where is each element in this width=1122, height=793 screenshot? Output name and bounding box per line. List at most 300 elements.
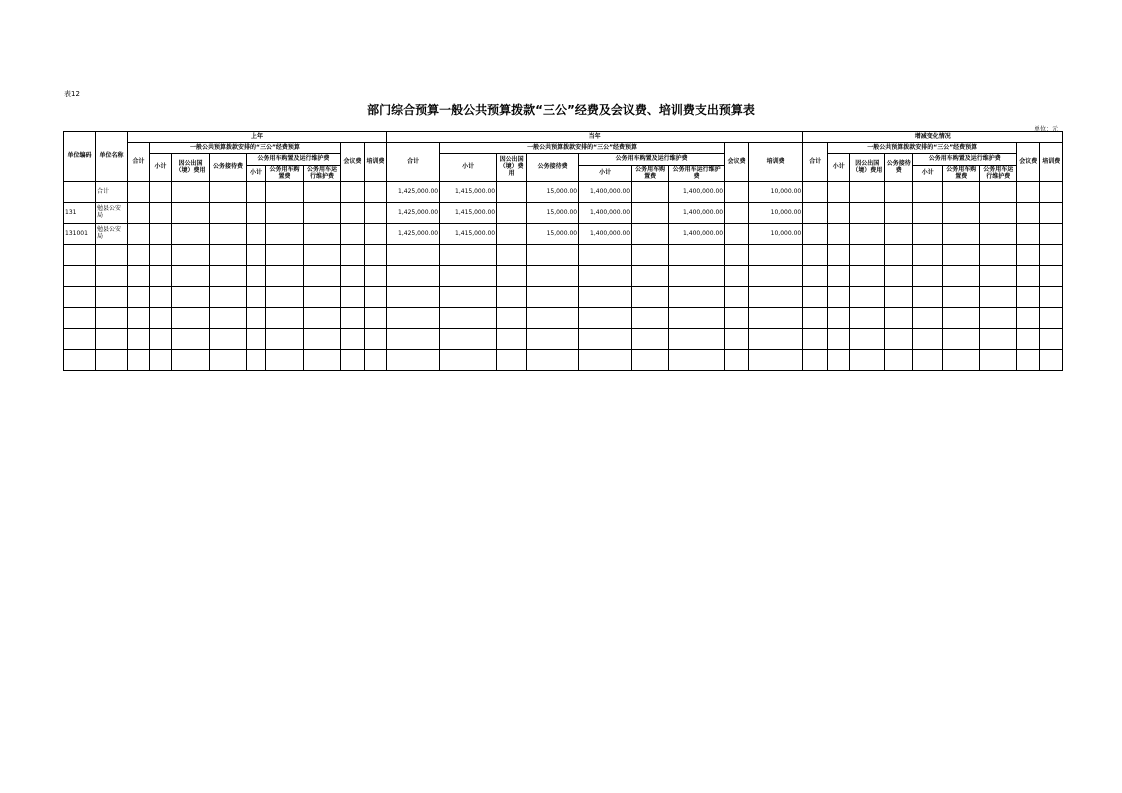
- header-prev-reception: 公务接待费: [210, 154, 247, 182]
- table-row: [64, 203, 1063, 224]
- table-cell: [980, 245, 1017, 266]
- table-cell: [725, 182, 749, 203]
- table-cell: [387, 350, 440, 371]
- table-cell: [128, 245, 150, 266]
- table-cell: [803, 329, 828, 350]
- cell-name: 勉县公安局: [96, 203, 128, 224]
- table-cell: [128, 308, 150, 329]
- table-cell: [527, 308, 579, 329]
- table-cell: [749, 245, 803, 266]
- table-cell: [527, 266, 579, 287]
- table-cell: [210, 182, 247, 203]
- table-cell: [885, 203, 913, 224]
- cell-curr-vehicle-subtotal: 1,400,000.00: [579, 182, 632, 203]
- table-cell: [913, 329, 943, 350]
- table-cell: [1040, 350, 1063, 371]
- table-cell: [266, 245, 304, 266]
- table-cell: [913, 287, 943, 308]
- table-cell: [749, 287, 803, 308]
- table-cell: [1040, 329, 1063, 350]
- header-curr-sangong: 一般公共预算拨款安排的“三公”经费预算: [440, 143, 725, 154]
- cell-curr-training: 10,000.00: [749, 182, 803, 203]
- header-change-vehicle-operation: 公务用车运行维护费: [980, 166, 1017, 182]
- table-cell: [749, 329, 803, 350]
- table-cell: [632, 266, 669, 287]
- cell-curr-reception: 15,000.00: [527, 224, 579, 245]
- table-cell: [440, 350, 497, 371]
- table-cell: [943, 224, 980, 245]
- table-cell: [579, 350, 632, 371]
- table-cell: [247, 350, 266, 371]
- header-curr-vehicle-purchase: 公务用车购置费: [632, 166, 669, 182]
- table-cell: [172, 287, 210, 308]
- table-cell: [943, 308, 980, 329]
- table-cell: [64, 329, 96, 350]
- table-cell: [725, 203, 749, 224]
- cell-curr-reception: 15,000.00: [527, 203, 579, 224]
- table-cell: [150, 308, 172, 329]
- table-cell: [304, 308, 341, 329]
- table-cell: [210, 308, 247, 329]
- table-cell: [980, 203, 1017, 224]
- table-cell: [128, 266, 150, 287]
- table-cell: [1017, 182, 1040, 203]
- header-prev-year: 上年: [128, 132, 387, 143]
- table-cell: [150, 245, 172, 266]
- table-cell: [266, 182, 304, 203]
- cell-curr-total: 1,425,000.00: [387, 182, 440, 203]
- table-header: [64, 132, 1063, 182]
- table-cell: [365, 224, 387, 245]
- table-cell: [1017, 308, 1040, 329]
- table-cell: [913, 182, 943, 203]
- table-cell: [341, 329, 365, 350]
- header-change-training: 培训费: [1040, 143, 1063, 182]
- table-cell: [266, 329, 304, 350]
- table-cell: [64, 350, 96, 371]
- table-cell: [387, 245, 440, 266]
- table-cell: [579, 329, 632, 350]
- table-cell: [850, 224, 885, 245]
- table-cell: [1040, 182, 1063, 203]
- table-cell: [828, 182, 850, 203]
- table-cell: [304, 350, 341, 371]
- cell-curr-vehicle-subtotal: 1,400,000.00: [579, 224, 632, 245]
- table-cell: [669, 266, 725, 287]
- table-cell: [387, 287, 440, 308]
- header-change-total: 合计: [803, 143, 828, 182]
- table-cell: [828, 245, 850, 266]
- cell-curr-training: 10,000.00: [749, 224, 803, 245]
- table-cell: [725, 329, 749, 350]
- table-cell: [440, 308, 497, 329]
- table-cell: [64, 245, 96, 266]
- table-cell: [128, 287, 150, 308]
- table-cell: [172, 266, 210, 287]
- table-cell: [579, 245, 632, 266]
- table-cell: [150, 266, 172, 287]
- table-cell: [128, 224, 150, 245]
- cell-curr-subtotal: 1,415,000.00: [440, 203, 497, 224]
- table-cell: [980, 350, 1017, 371]
- table-cell: [885, 287, 913, 308]
- table-row: [64, 182, 1063, 203]
- table-cell: [497, 350, 527, 371]
- table-body: [64, 182, 1063, 371]
- table-cell: [150, 203, 172, 224]
- table-cell: [341, 266, 365, 287]
- table-row-empty: [64, 329, 1063, 350]
- table-cell: [96, 329, 128, 350]
- budget-table: [63, 131, 1063, 371]
- cell-code: [64, 182, 96, 203]
- unit-label: 单位：元: [1033, 126, 1058, 133]
- cell-curr-vehicle-operation: 1,400,000.00: [669, 203, 725, 224]
- table-cell: [128, 350, 150, 371]
- table-cell: [497, 308, 527, 329]
- header-curr-vehicle-operation: 公务用车运行维护费: [669, 166, 725, 182]
- header-unit-name: 单位名称: [96, 132, 128, 182]
- table-cell: [980, 308, 1017, 329]
- table-cell: [247, 245, 266, 266]
- table-cell: [341, 287, 365, 308]
- table-cell: [172, 350, 210, 371]
- table-cell: [579, 308, 632, 329]
- table-cell: [497, 245, 527, 266]
- table-cell: [365, 350, 387, 371]
- table-cell: [304, 266, 341, 287]
- table-cell: [943, 182, 980, 203]
- header-prev-subtotal: 小计: [150, 154, 172, 182]
- table-cell: [803, 203, 828, 224]
- table-cell: [803, 182, 828, 203]
- table-cell: [725, 266, 749, 287]
- table-cell: [1040, 224, 1063, 245]
- table-cell: [304, 203, 341, 224]
- cell-name: 合计: [96, 182, 128, 203]
- table-cell: [885, 224, 913, 245]
- cell-curr-total: 1,425,000.00: [387, 224, 440, 245]
- header-prev-abroad: 因公出国（境）费用: [172, 154, 210, 182]
- table-cell: [304, 329, 341, 350]
- table-cell: [1040, 266, 1063, 287]
- table-cell: [579, 266, 632, 287]
- table-cell: [365, 266, 387, 287]
- cell-name: 勉县公安局: [96, 224, 128, 245]
- header-change-vehicle-purchase: 公务用车购置费: [943, 166, 980, 182]
- table-cell: [850, 308, 885, 329]
- cell-curr-subtotal: 1,415,000.00: [440, 182, 497, 203]
- table-cell: [150, 350, 172, 371]
- table-cell: [527, 287, 579, 308]
- cell-curr-vehicle-operation: 1,400,000.00: [669, 224, 725, 245]
- table-row-empty: [64, 266, 1063, 287]
- header-prev-meeting: 会议费: [341, 143, 365, 182]
- table-cell: [885, 308, 913, 329]
- table-cell: [1040, 245, 1063, 266]
- table-cell: [365, 329, 387, 350]
- header-change-subtotal: 小计: [828, 154, 850, 182]
- table-cell: [210, 266, 247, 287]
- table-cell: [913, 224, 943, 245]
- table-cell: [1040, 308, 1063, 329]
- table-cell: [210, 287, 247, 308]
- header-curr-year: 当年: [387, 132, 803, 143]
- table-cell: [527, 245, 579, 266]
- table-cell: [210, 245, 247, 266]
- table-cell: [96, 308, 128, 329]
- table-cell: [669, 308, 725, 329]
- table-cell: [1040, 287, 1063, 308]
- table-cell: [387, 308, 440, 329]
- table-cell: [632, 203, 669, 224]
- table-cell: [943, 266, 980, 287]
- table-cell: [669, 287, 725, 308]
- table-cell: [341, 182, 365, 203]
- table-cell: [266, 350, 304, 371]
- table-cell: [440, 245, 497, 266]
- table-cell: [632, 350, 669, 371]
- table-row-empty: [64, 308, 1063, 329]
- table-cell: [669, 350, 725, 371]
- header-change-abroad: 因公出国（境）费用: [850, 154, 885, 182]
- header-change-reception: 公务接待费: [885, 154, 913, 182]
- table-cell: [725, 245, 749, 266]
- table-cell: [96, 287, 128, 308]
- header-prev-sangong: 一般公共预算拨款安排的“三公”经费预算: [150, 143, 341, 154]
- table-cell: [632, 308, 669, 329]
- table-cell: [850, 203, 885, 224]
- header-change-vehicle-subtotal: 小计: [913, 166, 943, 182]
- table-cell: [943, 203, 980, 224]
- header-curr-subtotal: 小计: [440, 154, 497, 182]
- header-curr-vehicle: 公务用车购置及运行维护费: [579, 154, 725, 166]
- table-cell: [96, 245, 128, 266]
- table-cell: [341, 308, 365, 329]
- table-cell: [341, 245, 365, 266]
- header-prev-vehicle-operation: 公务用车运行维护费: [304, 166, 341, 182]
- header-change-sangong: 一般公共预算拨款安排的“三公”经费预算: [828, 143, 1017, 154]
- table-cell: [980, 287, 1017, 308]
- table-cell: [579, 287, 632, 308]
- cell-curr-subtotal: 1,415,000.00: [440, 224, 497, 245]
- table-cell: [885, 266, 913, 287]
- table-row-empty: [64, 350, 1063, 371]
- table-cell: [749, 350, 803, 371]
- table-cell: [803, 245, 828, 266]
- table-cell: [1017, 224, 1040, 245]
- table-cell: [440, 329, 497, 350]
- table-cell: [913, 350, 943, 371]
- header-curr-meeting: 会议费: [725, 143, 749, 182]
- table-cell: [885, 350, 913, 371]
- table-cell: [247, 182, 266, 203]
- table-cell: [304, 224, 341, 245]
- table-row-empty: [64, 287, 1063, 308]
- table-cell: [803, 266, 828, 287]
- table-cell: [150, 287, 172, 308]
- header-prev-vehicle-purchase: 公务用车购置费: [266, 166, 304, 182]
- table-cell: [850, 245, 885, 266]
- table-cell: [1017, 350, 1040, 371]
- header-prev-vehicle-subtotal: 小计: [247, 166, 266, 182]
- table-cell: [210, 329, 247, 350]
- table-cell: [850, 329, 885, 350]
- table-cell: [497, 203, 527, 224]
- table-cell: [172, 308, 210, 329]
- table-cell: [365, 308, 387, 329]
- table-cell: [850, 350, 885, 371]
- table-cell: [247, 287, 266, 308]
- table-cell: [943, 329, 980, 350]
- table-cell: [943, 287, 980, 308]
- header-curr-reception: 公务接待费: [527, 154, 579, 182]
- header-change-meeting: 会议费: [1017, 143, 1040, 182]
- table-cell: [850, 287, 885, 308]
- table-cell: [749, 308, 803, 329]
- table-cell: [341, 224, 365, 245]
- table-cell: [527, 350, 579, 371]
- table-cell: [150, 329, 172, 350]
- table-cell: [128, 203, 150, 224]
- table-cell: [803, 287, 828, 308]
- table-cell: [803, 308, 828, 329]
- cell-curr-vehicle-subtotal: 1,400,000.00: [579, 203, 632, 224]
- header-prev-total: 合计: [128, 143, 150, 182]
- table-cell: [304, 182, 341, 203]
- cell-code: 131001: [64, 224, 96, 245]
- table-cell: [150, 182, 172, 203]
- table-cell: [828, 350, 850, 371]
- table-cell: [1040, 203, 1063, 224]
- table-cell: [247, 329, 266, 350]
- table-cell: [913, 245, 943, 266]
- table-cell: [497, 329, 527, 350]
- header-curr-training: 培训费: [749, 143, 803, 182]
- table-cell: [440, 287, 497, 308]
- table-cell: [885, 182, 913, 203]
- table-cell: [210, 203, 247, 224]
- table-cell: [885, 329, 913, 350]
- table-cell: [64, 287, 96, 308]
- table-cell: [527, 329, 579, 350]
- table-cell: [632, 224, 669, 245]
- header-prev-vehicle: 公务用车购置及运行维护费: [247, 154, 341, 166]
- table-cell: [365, 245, 387, 266]
- header-prev-training: 培训费: [365, 143, 387, 182]
- header-change-vehicle: 公务用车购置及运行维护费: [913, 154, 1017, 166]
- table-cell: [341, 203, 365, 224]
- table-cell: [266, 266, 304, 287]
- table-cell: [440, 266, 497, 287]
- table-cell: [828, 266, 850, 287]
- table-cell: [497, 266, 527, 287]
- table-cell: [980, 266, 1017, 287]
- table-cell: [150, 224, 172, 245]
- table-cell: [247, 203, 266, 224]
- table-cell: [172, 245, 210, 266]
- cell-curr-total: 1,425,000.00: [387, 203, 440, 224]
- table-cell: [497, 287, 527, 308]
- header-curr-total: 合计: [387, 143, 440, 182]
- table-cell: [1017, 287, 1040, 308]
- table-cell: [913, 308, 943, 329]
- table-cell: [1017, 245, 1040, 266]
- table-cell: [943, 245, 980, 266]
- table-cell: [1017, 203, 1040, 224]
- table-cell: [266, 203, 304, 224]
- table-cell: [749, 266, 803, 287]
- page-title: 部门综合预算一般公共预算拨款“三公”经费及会议费、培训费支出预算表: [367, 103, 755, 117]
- table-cell: [497, 182, 527, 203]
- cell-curr-reception: 15,000.00: [527, 182, 579, 203]
- table-cell: [96, 266, 128, 287]
- table-cell: [365, 182, 387, 203]
- cell-curr-vehicle-operation: 1,400,000.00: [669, 182, 725, 203]
- table-cell: [96, 350, 128, 371]
- table-cell: [913, 266, 943, 287]
- table-cell: [387, 329, 440, 350]
- table-cell: [304, 287, 341, 308]
- table-cell: [266, 224, 304, 245]
- table-cell: [669, 329, 725, 350]
- table-cell: [497, 224, 527, 245]
- table-cell: [885, 245, 913, 266]
- table-cell: [828, 308, 850, 329]
- table-cell: [850, 266, 885, 287]
- table-cell: [365, 203, 387, 224]
- table-cell: [913, 203, 943, 224]
- header-curr-vehicle-subtotal: 小计: [579, 166, 632, 182]
- table-cell: [304, 245, 341, 266]
- table-cell: [365, 287, 387, 308]
- table-cell: [725, 287, 749, 308]
- table-cell: [828, 287, 850, 308]
- cell-curr-training: 10,000.00: [749, 203, 803, 224]
- table-cell: [266, 287, 304, 308]
- table-cell: [128, 182, 150, 203]
- table-cell: [172, 182, 210, 203]
- table-cell: [803, 350, 828, 371]
- table-cell: [980, 182, 1017, 203]
- table-row: [64, 224, 1063, 245]
- table-cell: [828, 203, 850, 224]
- table-cell: [247, 266, 266, 287]
- table-cell: [341, 350, 365, 371]
- table-cell: [247, 308, 266, 329]
- table-cell: [980, 329, 1017, 350]
- table-cell: [172, 329, 210, 350]
- table-cell: [210, 350, 247, 371]
- table-cell: [980, 224, 1017, 245]
- table-cell: [387, 266, 440, 287]
- table-cell: [725, 350, 749, 371]
- table-row-empty: [64, 245, 1063, 266]
- table-cell: [1017, 329, 1040, 350]
- table-cell: [172, 203, 210, 224]
- table-number: 表12: [64, 90, 80, 98]
- table-cell: [64, 266, 96, 287]
- table-cell: [632, 287, 669, 308]
- table-cell: [803, 224, 828, 245]
- table-cell: [850, 182, 885, 203]
- table-cell: [1017, 266, 1040, 287]
- table-cell: [828, 224, 850, 245]
- table-cell: [266, 308, 304, 329]
- table-cell: [247, 224, 266, 245]
- table-cell: [725, 308, 749, 329]
- table-cell: [669, 245, 725, 266]
